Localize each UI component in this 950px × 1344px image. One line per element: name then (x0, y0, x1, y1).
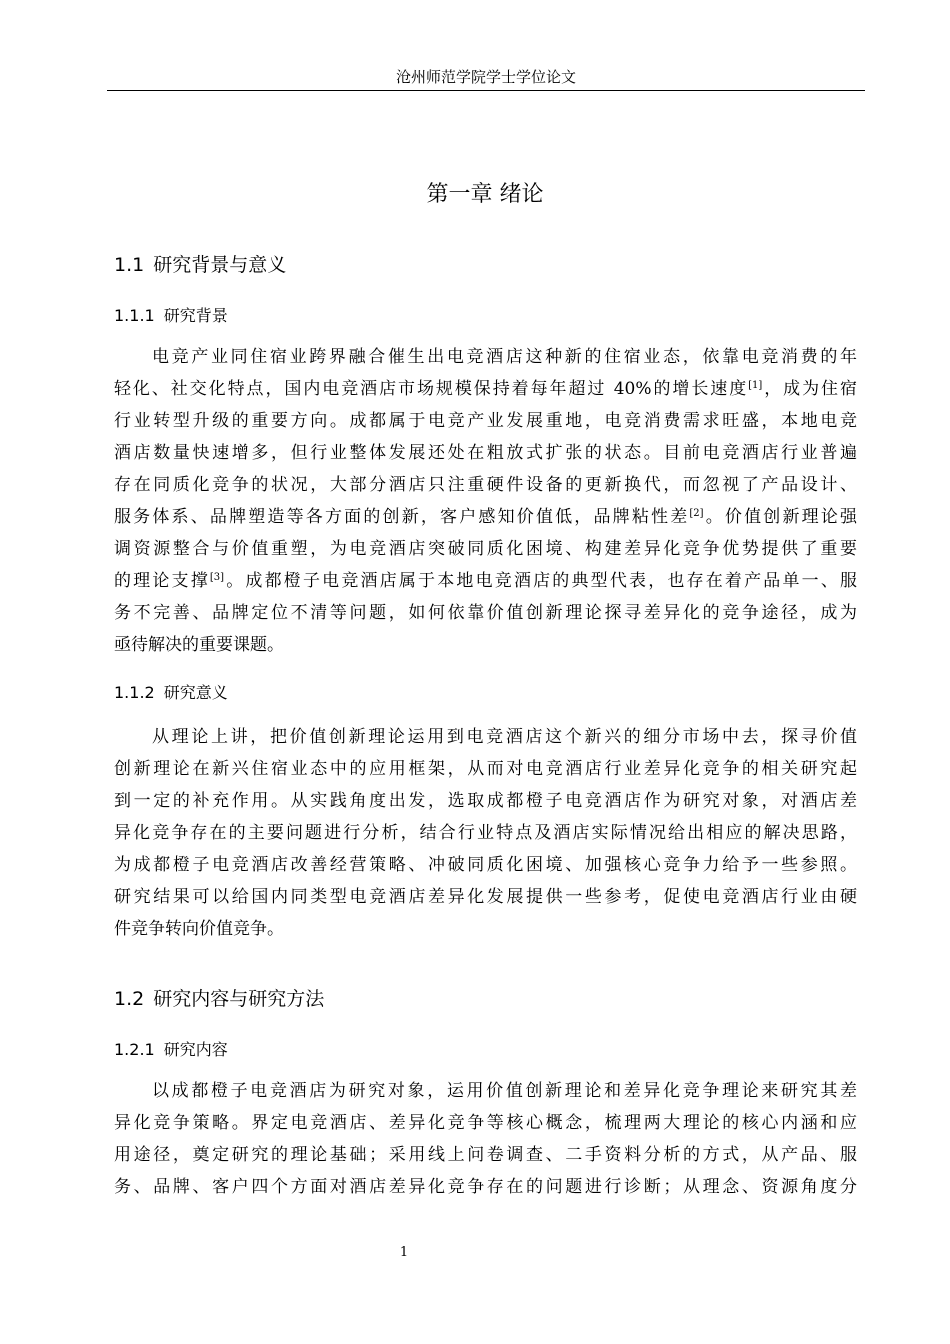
paragraph-line: 到一定的补充作用。从实践角度出发，选取成都橙子电竞酒店作为研究对象，对酒店差 (114, 791, 857, 811)
subsection-heading-1-2-1 (114, 1038, 228, 1062)
paragraph-line: 用途径，奠定研究的理论基础；采用线上问卷调查、二手资料分析的方式，从产品、服 (114, 1145, 857, 1165)
paragraph-line: 异化竞争存在的主要问题进行分析，结合行业特点及酒店实际情况给出相应的解决思路， (114, 823, 857, 843)
subsection-number: 1.1.2 (114, 683, 155, 702)
paragraph-line: 调资源整合与价值重塑，为电竞酒店突破同质化困境、构建差异化竞争优势提供了重要 (114, 539, 857, 559)
paragraph-line: 务不完善、品牌定位不清等问题，如何依靠价值创新理论探寻差异化的竞争途径，成为 (114, 603, 857, 623)
paragraph-line: 存在同质化竞争的状况，大部分酒店只注重硬件设备的更新换代，而忽视了产品设计、 (114, 475, 857, 495)
paragraph-line: 务、品牌、客户四个方面对酒店差异化竞争存在的问题进行诊断；从理念、资源角度分 (114, 1177, 857, 1197)
paragraph-line: 从理论上讲，把价值创新理论运用到电竞酒店这个新兴的细分市场中去，探寻价值 (152, 727, 857, 747)
subsection-number: 1.1.1 (114, 306, 155, 325)
running-header-title: 沧州师范学院学士学位论文 (395, 68, 576, 86)
paragraph-line: 研究结果可以给国内同类型电竞酒店差异化发展提供一些参考，促使电竞酒店行业由硬 (114, 887, 857, 907)
citation-ref-3[interactable]: [3] (209, 572, 225, 583)
paragraph-research-background (114, 341, 857, 661)
paragraph-line: 行业转型升级的重要方向。成都属于电竞产业发展重地，电竞消费需求旺盛，本地电竞 (114, 411, 857, 431)
section-title: 研究背景与意义 (153, 254, 287, 276)
paragraph-line: 的理论支撑[3]。成都橙子电竞酒店属于本地电竞酒店的典型代表，也存在着产品单一、服 (114, 571, 858, 591)
paragraph-line: 件竞争转向价值竞争。 (114, 919, 284, 939)
paragraph-line: 创新理论在新兴住宿业态中的应用框架，从而对电竞酒店行业差异化竞争的相关研究起 (114, 759, 857, 779)
section-heading-1-2 (114, 985, 324, 1013)
section-number: 1.1 (114, 254, 145, 276)
paragraph-line: 酒店数量快速增多，但行业整体发展还处在粗放式扩张的状态。目前电竞酒店行业普遍 (114, 443, 857, 463)
paragraph-line: 为成都橙子电竞酒店改善经营策略、冲破同质化困境、加强核心竞争力给予一些参照。 (114, 855, 857, 875)
section-number: 1.2 (114, 988, 145, 1010)
subsection-title: 研究内容 (163, 1040, 228, 1059)
subsection-heading-1-1-1 (114, 304, 228, 328)
citation-ref-1[interactable]: [1] (748, 380, 763, 391)
subsection-title: 研究意义 (163, 683, 228, 702)
paragraph-research-content (114, 1075, 857, 1203)
paragraph-line: 轻化、社交化特点，国内电竞酒店市场规模保持着每年超过 40%的增长速度[1]，成为住宿 (114, 379, 857, 399)
paragraph-line: 电竞产业同住宿业跨界融合催生出电竞酒店这种新的住宿业态，依靠电竞消费的年 (152, 347, 857, 367)
paragraph-research-significance (114, 721, 857, 945)
citation-ref-2[interactable]: [2] (689, 508, 704, 519)
paragraph-line: 亟待解决的重要课题。 (114, 635, 284, 655)
paragraph-line: 异化竞争策略。界定电竞酒店、差异化竞争等核心概念，梳理两大理论的核心内涵和应 (114, 1113, 857, 1133)
paragraph-line: 服务体系、品牌塑造等各方面的创新，客户感知价值低，品牌粘性差[2]。价值创新理论强 (114, 507, 857, 527)
running-header (107, 66, 865, 91)
page-number: 1 (399, 1245, 409, 1260)
chapter-title: 第一章 绪论 (426, 182, 544, 207)
subsection-title: 研究背景 (163, 306, 228, 325)
subsection-number: 1.2.1 (114, 1040, 155, 1059)
section-title: 研究内容与研究方法 (153, 988, 325, 1010)
section-heading-1-1 (114, 251, 286, 279)
subsection-heading-1-1-2 (114, 681, 228, 705)
paragraph-line: 以成都橙子电竞酒店为研究对象，运用价值创新理论和差异化竞争理论来研究其差 (152, 1081, 857, 1101)
